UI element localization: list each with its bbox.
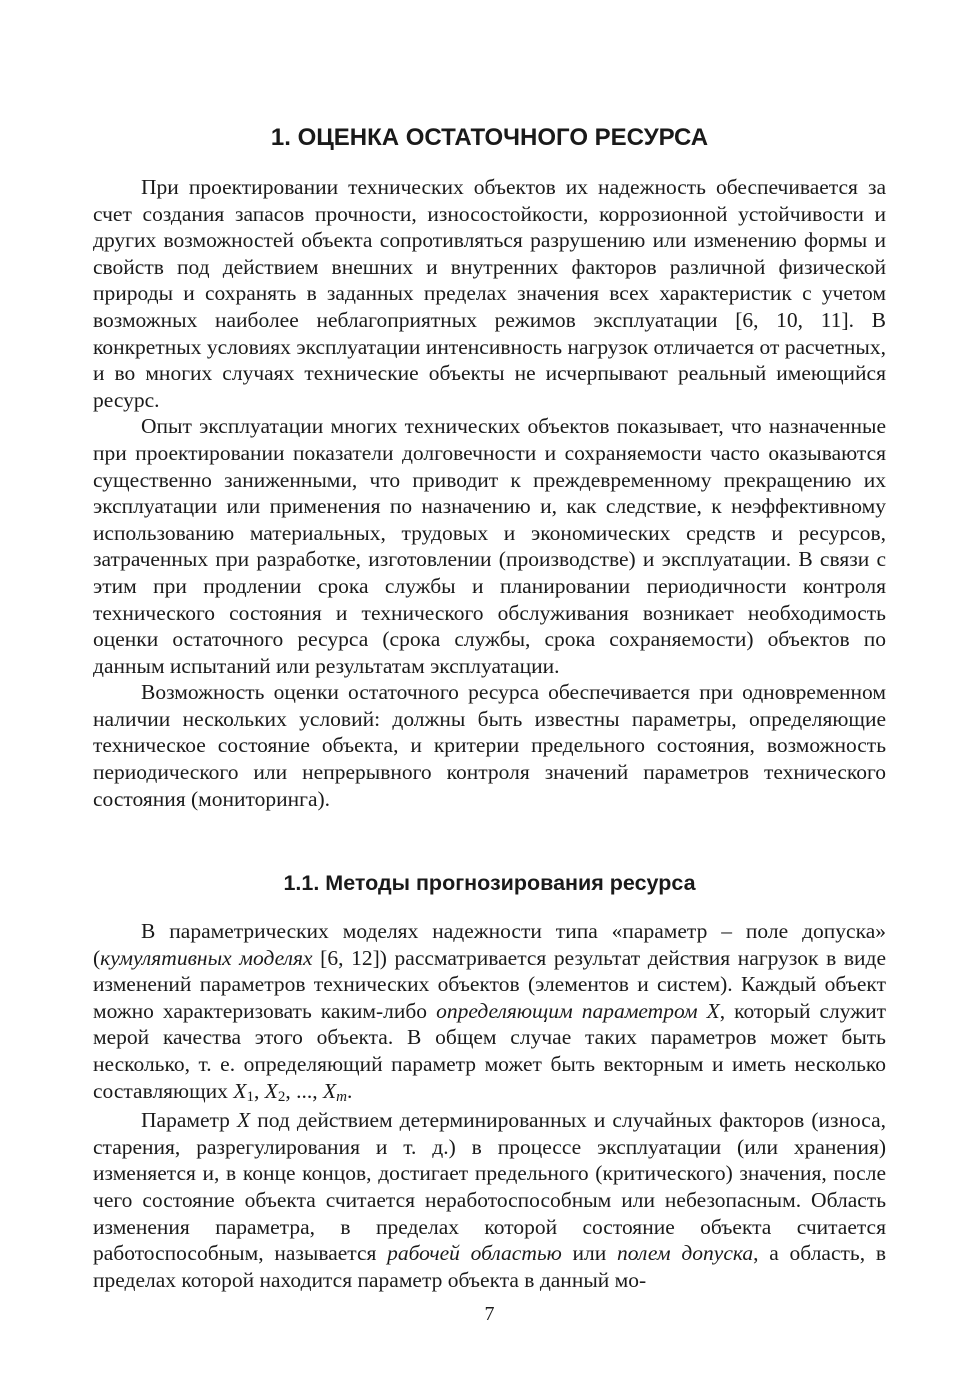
italic-term: определяющим параметром X — [436, 998, 720, 1023]
italic-term: полем допуска — [617, 1241, 754, 1266]
subscript-m: m — [336, 1089, 348, 1106]
subscript: 1 — [246, 1089, 254, 1106]
section-title: 1.1. Методы прогнозирования ресурса — [283, 871, 696, 895]
variable-x: X — [233, 1078, 247, 1103]
paragraph-3: Возможность оценки остаточного ресурса обеспечивается при одновременном наличии нескольких условий: должны быть известны параметры, определяющие техническое состояние объекта, и критерии предельного состояния, возможность периодического или непрерывного контроля значений параметров технического состояния (мониторинга). — [93, 680, 886, 811]
italic-term: кумулятивных моделях — [100, 945, 313, 970]
variable-x: X — [323, 1078, 337, 1103]
variable-x: X — [264, 1078, 278, 1103]
text-run: , ..., — [285, 1078, 324, 1103]
text-run: , — [253, 1078, 265, 1103]
chapter-title: 1. ОЦЕНКА ОСТАТОЧНОГО РЕСУРСА — [270, 124, 709, 151]
paragraph-5 — [93, 1107, 886, 1293]
chapter-body — [93, 174, 886, 812]
text-run: В параметрических моделях надежности типа «параметр – поле допуска» ( — [93, 919, 886, 970]
subscript — [336, 1089, 347, 1105]
paragraph-1: При проектировании технических объектов их надежность обеспечивается за счет создания запасов прочности, износостойкости, коррозионной устойчивости и других возможностей объекта сопротивляться разрушению или изменению формы и свойств под действием внешних и внутренних факторов различной физической природы и сохранять в заданных пределах значения всех характеристик с учетом возможных наиболее неблагоприятных режимов эксплуатации [6, 10, 11]. В конкретных условиях эксплуатации интенсивность нагрузок отличается от расчетных, и во многих случаях технические объекты не исчерпывают реальный имеющийся ресурс. — [93, 175, 886, 412]
subscript: 2 — [277, 1089, 286, 1106]
text-run: или — [561, 1241, 618, 1266]
section-body — [93, 918, 886, 1293]
italic-term: рабочей областью — [387, 1241, 562, 1266]
text-run: Параметр — [141, 1108, 237, 1133]
text-run: [6, 12]) рассматривается результат действия нагрузок в виде изменений параметров технических объектов (элементов и систем). Каждый объект можно характеризовать каким-либо — [93, 945, 886, 1023]
paragraph-2: Опыт эксплуатации многих технических объектов показывает, что назначенные при проектировании показатели долговечности и сохраняемости часто оказываются существенно заниженными, что приводит к преждевременному прекращению их эксплуатации или применения по назначению и, как следствие, к неэффективному использованию материальных, трудовых и экономических средств и ресурсов, затраченных при разработке, изготовлении (производстве) и эксплуатации. В связи с этим при продлении срока службы и планировании периодичности контроля технического состояния и технического обслуживания возникает необходимость оценки остаточного ресурса (срока службы, срока сохраняемости) объектов по данным испытаний или результатам эксплуатации. — [93, 414, 886, 678]
variable-x: X — [237, 1108, 251, 1133]
text-run: . — [347, 1078, 353, 1103]
text-run: , а область, в пределах которой находится параметр объекта в данный мо- — [93, 1241, 886, 1292]
paragraph-4 — [93, 918, 886, 1107]
text-run: , который служит мерой качества этого объекта. В общем случае таких параметров может быть несколько, т. е. определяющий параметр может быть векторным и иметь несколько составляющих — [93, 998, 886, 1103]
page-number: 7 — [484, 1303, 495, 1325]
text-run: под действием детерминированных и случайных факторов (износа, старения, разрегулирования и т. д.) в процессе эксплуатации (или хранения) изменяется и, в конце концов, достигает предельного (критического) значения, после чего состояние объекта считается неработоспособным или небезопасным. Область изменения параметра, в пределах которой состояние объекта считается работоспособным, называется — [93, 1108, 886, 1266]
